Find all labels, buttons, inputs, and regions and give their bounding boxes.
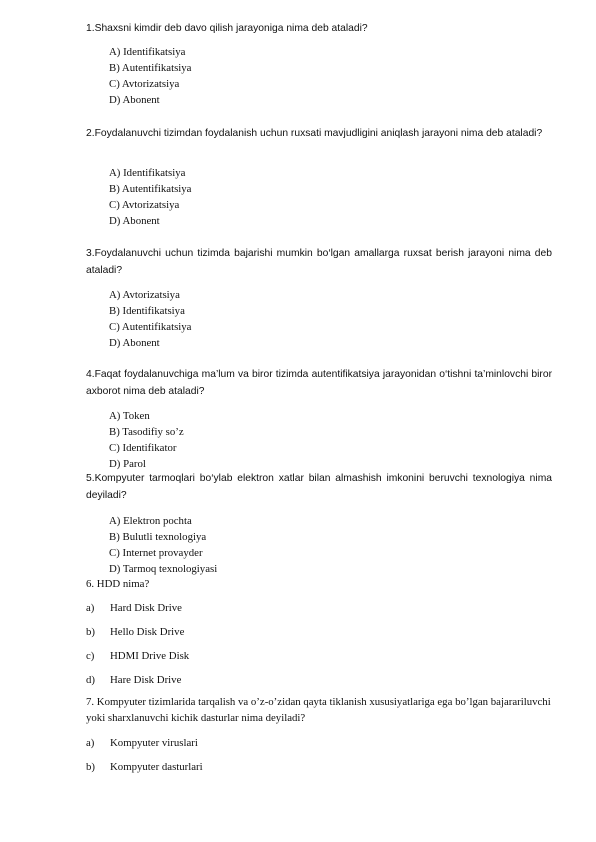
question-5-option-a: A) Elektron pochta <box>109 515 192 527</box>
question-7-option-b <box>86 759 203 783</box>
option-label: Kompyuter viruslari <box>110 737 198 749</box>
question-3-text: 3.Foydalanuvchi uchun tizimda bajarishi mumkin bo‘lgan amallarga ruxsat berish jarayoni nima deb ataladi? <box>86 248 552 276</box>
question-4-option-b: B) Tasodifiy so’z <box>109 426 184 438</box>
question-7-options <box>86 735 203 783</box>
question-3-option-c: C) Autentifikatsiya <box>109 321 192 333</box>
option-marker: b) <box>86 761 95 773</box>
question-7-option-a <box>86 735 203 759</box>
option-label: Hard Disk Drive <box>110 602 182 614</box>
question-4-option-a: A) Token <box>109 410 150 422</box>
question-3-option-a: A) Avtorizatsiya <box>109 289 180 301</box>
question-4-text: 4.Faqat foydalanuvchiga ma’lum va biror tizimda autentifikatsiya jarayonidan o‘tishni ta’minlovchi biror axborot nima deb ataladi? <box>86 369 552 397</box>
question-6-option-d <box>86 672 189 696</box>
question-1-option-d: D) Abonent <box>109 94 160 106</box>
question-6-text: 6. HDD nima? <box>86 578 150 590</box>
question-3-option-d: D) Abonent <box>109 337 160 349</box>
question-5-text: 5.Kompyuter tarmoqlari bo‘ylab elektron xatlar bilan almashish imkonini beruvchi texnologiya nima deyiladi? <box>86 473 552 501</box>
question-1-text: 1.Shaxsni kimdir deb davo qilish jarayoniga nima deb ataladi? <box>86 23 368 34</box>
question-2-option-d: D) Abonent <box>109 215 160 227</box>
question-1-option-b: B) Autentifikatsiya <box>109 62 192 74</box>
option-marker: a) <box>86 602 95 614</box>
question-2-option-a: A) Identifikatsiya <box>109 167 186 179</box>
question-6-options <box>86 600 189 696</box>
question-2-option-c: C) Avtorizatsiya <box>109 199 180 211</box>
question-2-text: 2.Foydalanuvchi tizimdan foydalanish uchun ruxsati mavjudligini aniqlash jarayoni nima deb ataladi? <box>86 128 543 139</box>
question-6-option-c <box>86 648 189 672</box>
question-5-option-b: B) Bulutli texnologiya <box>109 531 207 543</box>
question-3-option-b: B) Identifikatsiya <box>109 305 185 317</box>
option-marker: b) <box>86 626 95 638</box>
option-label: Hare Disk Drive <box>110 674 182 686</box>
option-label: Kompyuter dasturlari <box>110 761 203 773</box>
option-marker: c) <box>86 650 95 662</box>
question-2-options <box>109 165 191 229</box>
question-7-text: 7. Kompyuter tizimlarida tarqalish va o’z-o’zidan qayta tiklanish xususiyatlariga ega bo’lgan bajarariluvchi yoki sharxlanuvchi kichik dasturlar nima deyiladi? <box>86 696 551 724</box>
question-3-options <box>109 287 191 351</box>
question-4-options <box>109 408 184 472</box>
question-2-option-b: B) Autentifikatsiya <box>109 183 192 195</box>
option-label: HDMI Drive Disk <box>110 650 190 662</box>
option-marker: a) <box>86 737 95 749</box>
question-1-option-a: A) Identifikatsiya <box>109 46 186 58</box>
question-4-option-d: D) Parol <box>109 458 146 470</box>
option-marker: d) <box>86 674 95 686</box>
question-5-option-c: C) Internet provayder <box>109 547 203 559</box>
question-1-option-c: C) Avtorizatsiya <box>109 78 180 90</box>
question-6-option-a <box>86 600 189 624</box>
question-1-options <box>109 44 191 108</box>
question-5-option-d: D) Tarmoq texnologiyasi <box>109 563 218 575</box>
question-5-options <box>109 513 217 577</box>
option-label: Hello Disk Drive <box>110 626 185 638</box>
question-4-option-c: C) Identifikator <box>109 442 177 454</box>
question-6-option-b <box>86 624 189 648</box>
